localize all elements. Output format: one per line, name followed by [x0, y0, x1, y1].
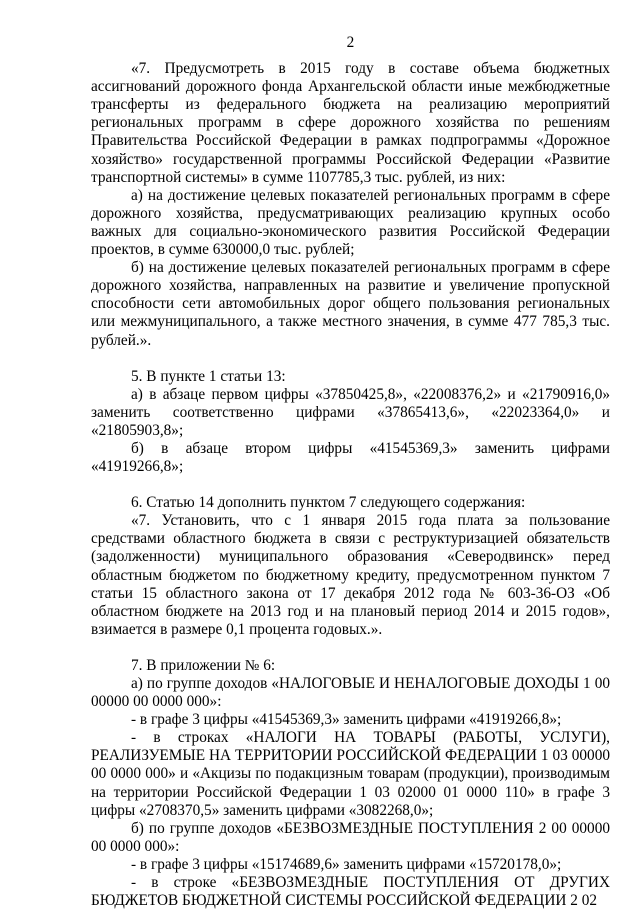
item-7a-line2: - в строках «НАЛОГИ НА ТОВАРЫ (РАБОТЫ, УСЛУГИ), РЕАЛИЗУЕМЫЕ НА ТЕРРИТОРИИ РОССИЙСКОЙ ФЕДЕРАЦИИ 1 03 00000 00 0000 000» и «Акцизы по подакцизным товарам (продукции), производимым на территории Российской Федерации 1 03 02000 01 0000 110» в графе 3 цифры «2708370,5» заменить цифрами «3082268,0»; [91, 729, 610, 819]
item-7b-line1: - в графе 3 цифры «15174689,6» заменить цифрами «15720178,0»; [131, 855, 562, 873]
paragraph-7a: а) на достижение целевых показателей региональных программ в сфере дорожного хозяйства, предусматривающих реализацию крупных особо важных для социально-экономического развития Российской Федерации проектов, в сумме 630000,0 тыс. рублей; [91, 186, 610, 259]
item-6-heading: 6. Статью 14 дополнить пунктом 7 следующего содержания: [131, 494, 526, 512]
item-5-heading: 5. В пункте 1 статьи 13: [131, 367, 286, 385]
spacer [91, 350, 610, 368]
item-7b-line2: - в строке «БЕЗВОЗМЕЗДНЫЕ ПОСТУПЛЕНИЯ ОТ ДРУГИХ БЮДЖЕТОВ БЮДЖЕТНОЙ СИСТЕМЫ РОССИЙСКОЙ ФЕДЕРАЦИИ 2 02 [91, 874, 610, 910]
spacer [91, 639, 610, 657]
item-7-heading: 7. В приложении № 6: [131, 656, 276, 674]
item-7a: а) по группе доходов «НАЛОГОВЫЕ И НЕНАЛОГОВЫЕ ДОХОДЫ 1 00 00000 00 0000 000»: [91, 675, 610, 711]
paragraph-7-intro: «7. Предусмотреть в 2015 году в составе объема бюджетных ассигнований дорожного фонда Архангельской области иные межбюджетные трансферты из федерального бюджета на реализацию мероприятий региональных программ в сфере дорожного хозяйства по решениям Правительства Российской Федерации в рамках подпрограммы «Дорожное хозяйство» государственной программы Российской Федерации «Развитие транспортной системы» в сумме 1107785,3 тыс. рублей, из них: [91, 60, 610, 186]
page-number: 2 [346, 34, 355, 51]
paragraph-7b: б) на достижение целевых показателей региональных программ в сфере дорожного хозяйства, направленных на развитие и увеличение пропускной способности сети автомобильных дорог общего пользования региональных или межмуниципального, а также местного значения, в сумме 477 785,3 тыс. рублей.». [91, 259, 610, 349]
item-7b: б) по группе доходов «БЕЗВОЗМЕЗДНЫЕ ПОСТУПЛЕНИЯ 2 00 00000 00 0000 000»: [91, 819, 610, 855]
item-7a-line1: - в графе 3 цифры «41545369,3» заменить цифрами «41919266,8»; [131, 711, 562, 729]
spacer [91, 476, 610, 494]
item-5a: а) в абзаце первом цифры «37850425,8», «22008376,2» и «21790916,0» заменить соответственно цифрами «37865413,6», «22023364,0» и «21805903,8»; [91, 385, 610, 439]
item-6-text: «7. Установить, что с 1 января 2015 года плата за пользование средствами областного бюджета в связи с реструктуризацией обязательств (задолженности) муниципального образования «Северодвинск» перед областным бюджетом по бюджетному кредиту, предусмотренном пунктом 7 статьи 15 областного закона от 17 декабря 2012 года № 603-36-ОЗ «Об областном бюджете на 2013 год и на плановый период 2014 и 2015 годов», взимается в размере 0,1 процента годовых.». [91, 512, 610, 638]
item-5b: б) в абзаце втором цифры «41545369,3» заменить цифрами «41919266,8»; [91, 439, 610, 476]
